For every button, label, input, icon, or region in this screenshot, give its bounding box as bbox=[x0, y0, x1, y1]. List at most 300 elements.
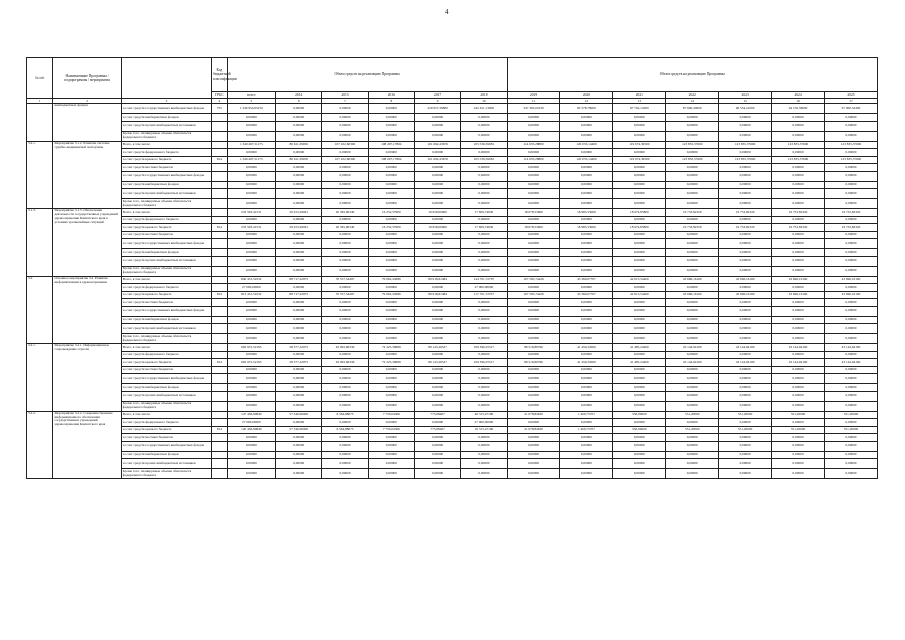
amount-cell: 70 557,54497 bbox=[322, 291, 368, 299]
amount-cell: 0,00000 bbox=[227, 391, 276, 401]
amount-cell: 0,00000 bbox=[227, 441, 276, 451]
amount-cell: 0,00000 bbox=[322, 149, 368, 157]
amount-cell: 18 985,33000 bbox=[560, 224, 613, 232]
amount-cell: 0,00000 bbox=[276, 114, 322, 122]
amount-cell: 0,00000 bbox=[560, 131, 613, 141]
amount-cell: 0,00000 bbox=[825, 266, 878, 276]
amount-cell: 120 436,99849 bbox=[227, 426, 276, 434]
amount-cell: 229 657,39800 bbox=[414, 104, 460, 114]
amount-cell: 551,20000 bbox=[772, 411, 825, 419]
amount-cell: 0,00000 bbox=[461, 121, 507, 131]
row-number: 3.1.3. bbox=[27, 209, 53, 277]
amount-cell: 0,00000 bbox=[322, 114, 368, 122]
header-col-number: 8 bbox=[368, 99, 414, 104]
amount-cell: 0,00000 bbox=[368, 199, 414, 209]
amount-cell: 0,00000 bbox=[719, 249, 772, 257]
amount-cell: 0,00000 bbox=[666, 149, 719, 157]
row-program-name: Основное мероприятие 3.2. Развитие информатизации в здравоохранении bbox=[53, 276, 121, 344]
amount-cell: 0,00000 bbox=[322, 306, 368, 316]
amount-cell: 0,00000 bbox=[825, 451, 878, 459]
amount-cell: 0,00000 bbox=[414, 266, 460, 276]
amount-cell: 87 690,20000 bbox=[666, 104, 719, 114]
row-number bbox=[27, 104, 53, 142]
row-funding-source: за счет средств федерального бюджета bbox=[121, 216, 211, 224]
header-year: 2014 bbox=[276, 92, 322, 99]
amount-cell: 0,00000 bbox=[368, 459, 414, 469]
row-grbs-code bbox=[212, 344, 227, 352]
amount-cell: 0,00000 bbox=[719, 401, 772, 411]
amount-cell: 0,00000 bbox=[461, 334, 507, 344]
amount-cell: 0,00000 bbox=[560, 181, 613, 189]
amount-cell: 551,20000 bbox=[825, 411, 878, 419]
amount-cell: 551,20000 bbox=[666, 426, 719, 434]
amount-cell: 0,00000 bbox=[825, 199, 878, 209]
row-grbs-code bbox=[212, 149, 227, 157]
amount-cell: 0,00000 bbox=[461, 114, 507, 122]
amount-cell: 19 733,82320 bbox=[825, 224, 878, 232]
amount-cell: 16 252,37900 bbox=[368, 224, 414, 232]
amount-cell: 27 000,00000 bbox=[227, 419, 276, 427]
row-grbs-code bbox=[212, 209, 227, 217]
header-col-number: 10 bbox=[461, 99, 507, 104]
row-funding-source: Кроме того, планируемые объемы обязательств федерального бюджета bbox=[121, 131, 211, 141]
table-row bbox=[27, 374, 878, 384]
amount-cell: 57 340,00000 bbox=[276, 411, 322, 419]
amount-cell: 27 000,00000 bbox=[461, 419, 507, 427]
amount-cell: 88 717,22975 bbox=[276, 291, 322, 299]
table-row bbox=[27, 164, 878, 172]
amount-cell: 0,00000 bbox=[560, 366, 613, 374]
amount-cell: 0,00000 bbox=[227, 266, 276, 276]
amount-cell: 0,00000 bbox=[666, 334, 719, 344]
amount-cell: 0,00000 bbox=[461, 131, 507, 141]
amount-cell: 0,00000 bbox=[414, 149, 460, 157]
amount-cell: 0,00000 bbox=[322, 231, 368, 239]
amount-cell: 0,00000 bbox=[613, 131, 666, 141]
table-row bbox=[27, 199, 878, 209]
amount-cell: 0,00000 bbox=[461, 451, 507, 459]
amount-cell: 0,00000 bbox=[276, 199, 322, 209]
amount-cell: 0,00000 bbox=[507, 149, 560, 157]
amount-cell: 0,00000 bbox=[613, 306, 666, 316]
amount-cell: 0,00000 bbox=[613, 299, 666, 307]
amount-cell: 0,00000 bbox=[772, 216, 825, 224]
row-grbs-code bbox=[212, 419, 227, 427]
amount-cell: 7 750,04366 bbox=[368, 426, 414, 434]
amount-cell: 0,00000 bbox=[772, 299, 825, 307]
amount-cell: 29 253,29061 bbox=[276, 209, 322, 217]
amount-cell: 0,00000 bbox=[613, 316, 666, 324]
amount-cell: 0,00000 bbox=[368, 366, 414, 374]
table-row bbox=[27, 266, 878, 276]
amount-cell: 0,00000 bbox=[414, 181, 460, 189]
header-col-number: 7 bbox=[322, 99, 368, 104]
amount-cell: 0,00000 bbox=[507, 164, 560, 172]
amount-cell: 0,00000 bbox=[322, 199, 368, 209]
amount-cell: 0,00000 bbox=[414, 401, 460, 411]
amount-cell: 0,00000 bbox=[507, 114, 560, 122]
row-funding-source: Кроме того, планируемые объемы обязательств федерального бюджета bbox=[121, 469, 211, 479]
amount-cell: 0,00000 bbox=[414, 306, 460, 316]
amount-cell: 0,00000 bbox=[276, 391, 322, 401]
amount-cell: 0,00000 bbox=[825, 384, 878, 392]
amount-cell: 0,00000 bbox=[276, 231, 322, 239]
amount-cell: 0,00000 bbox=[227, 249, 276, 257]
amount-cell: 87 702,12000 bbox=[613, 104, 666, 114]
row-grbs-code bbox=[212, 299, 227, 307]
amount-cell: 0,00000 bbox=[322, 391, 368, 401]
amount-cell: 0,00000 bbox=[772, 374, 825, 384]
amount-cell: 46 315,47190 bbox=[461, 411, 507, 419]
amount-cell: 0,00000 bbox=[461, 469, 507, 479]
amount-cell: 0,00000 bbox=[414, 351, 460, 359]
row-funding-source: за счет средств местных бюджетов bbox=[121, 366, 211, 374]
amount-cell: 41 459,32000 bbox=[560, 344, 613, 352]
amount-cell: 0,00000 bbox=[560, 451, 613, 459]
amount-cell: 0,00000 bbox=[719, 384, 772, 392]
amount-cell: 0,00000 bbox=[772, 384, 825, 392]
amount-cell: 0,00000 bbox=[613, 284, 666, 292]
amount-cell: 0,00000 bbox=[507, 366, 560, 374]
header-col-number: 1 bbox=[27, 99, 53, 104]
row-funding-source: за счет средств местных бюджетов bbox=[121, 164, 211, 172]
amount-cell: 0,00000 bbox=[368, 114, 414, 122]
amount-cell: 0,00000 bbox=[507, 334, 560, 344]
amount-cell: 0,00000 bbox=[414, 121, 460, 131]
amount-cell: 242 611,13000 bbox=[461, 104, 507, 114]
row-program-name: внебюджетных фондов bbox=[53, 104, 121, 142]
amount-cell: 0,00000 bbox=[613, 334, 666, 344]
amount-cell: 0,00000 bbox=[322, 249, 368, 257]
row-grbs-code bbox=[212, 266, 227, 276]
amount-cell: 0,00000 bbox=[368, 324, 414, 334]
amount-cell: 79 062,45686 bbox=[368, 291, 414, 299]
table-row bbox=[27, 391, 878, 401]
header-col-number: 16 bbox=[772, 99, 825, 104]
amount-cell: 101 692,43676 bbox=[414, 141, 460, 149]
amount-cell: 0,00000 bbox=[825, 351, 878, 359]
amount-cell: 0,00000 bbox=[507, 374, 560, 384]
amount-cell: 551,20000 bbox=[719, 426, 772, 434]
amount-cell: 90 534,21000 bbox=[719, 104, 772, 114]
amount-cell: 0,00000 bbox=[560, 384, 613, 392]
amount-cell: 0,00000 bbox=[461, 366, 507, 374]
row-funding-source: за счет средств прочих внебюджетных источников bbox=[121, 189, 211, 199]
row-funding-source: за счет средств федерального бюджета bbox=[121, 419, 211, 427]
header-grbs: ГРБС bbox=[212, 92, 227, 99]
amount-cell: 123 835,37600 bbox=[666, 141, 719, 149]
amount-cell: 0,00000 bbox=[666, 451, 719, 459]
amount-cell: 0,00000 bbox=[719, 324, 772, 334]
amount-cell: 0,00000 bbox=[719, 306, 772, 316]
row-grbs-code: 814 bbox=[212, 426, 227, 434]
amount-cell: 0,00000 bbox=[666, 299, 719, 307]
amount-cell: 20 365,90340 bbox=[322, 209, 368, 217]
amount-cell: 0,00000 bbox=[276, 374, 322, 384]
row-grbs-code bbox=[212, 391, 227, 401]
header-future-group: Объем средств на реализацию Программы bbox=[507, 58, 877, 92]
amount-cell: 0,00000 bbox=[461, 459, 507, 469]
row-grbs-code bbox=[212, 216, 227, 224]
table-row bbox=[27, 284, 878, 292]
amount-cell: 0,00000 bbox=[613, 351, 666, 359]
amount-cell: 0,00000 bbox=[414, 366, 460, 374]
amount-cell: 0,00000 bbox=[772, 171, 825, 181]
amount-cell: 0,00000 bbox=[368, 231, 414, 239]
amount-cell: 0,00000 bbox=[613, 419, 666, 427]
amount-cell: 0,00000 bbox=[772, 181, 825, 189]
amount-cell: 0,00000 bbox=[368, 434, 414, 442]
amount-cell: 0,00000 bbox=[276, 299, 322, 307]
amount-cell: 107 452,60300 bbox=[322, 141, 368, 149]
amount-cell: 147 436,99849 bbox=[227, 411, 276, 419]
table-row bbox=[27, 324, 878, 334]
table-row bbox=[27, 426, 878, 434]
amount-cell: 0,00000 bbox=[613, 441, 666, 451]
row-grbs-code: 814 bbox=[212, 291, 227, 299]
amount-cell: 19 658,00000 bbox=[414, 209, 460, 217]
amount-cell: 0,00000 bbox=[825, 249, 878, 257]
amount-cell: 0,00000 bbox=[227, 231, 276, 239]
amount-cell: 775,08467 bbox=[414, 426, 460, 434]
amount-cell: 0,00000 bbox=[322, 171, 368, 181]
amount-cell: 0,00000 bbox=[825, 401, 878, 411]
amount-cell: 0,00000 bbox=[666, 114, 719, 122]
amount-cell: 0,00000 bbox=[719, 351, 772, 359]
amount-cell: 0,00000 bbox=[507, 324, 560, 334]
header-col-number: 2 bbox=[53, 99, 121, 104]
row-grbs-code bbox=[212, 316, 227, 324]
row-funding-source: за счет средств местных бюджетов bbox=[121, 299, 211, 307]
table-row bbox=[27, 216, 878, 224]
amount-cell: 43 696,16160 bbox=[719, 291, 772, 299]
amount-cell: 0,00000 bbox=[461, 306, 507, 316]
amount-cell: 0,00000 bbox=[461, 384, 507, 392]
amount-cell: 0,00000 bbox=[613, 324, 666, 334]
amount-cell: 0,00000 bbox=[507, 181, 560, 189]
amount-cell: 0,00000 bbox=[368, 391, 414, 401]
amount-cell: 0,00000 bbox=[825, 231, 878, 239]
row-grbs-code bbox=[212, 171, 227, 181]
amount-cell: 0,00000 bbox=[560, 216, 613, 224]
table-row bbox=[27, 181, 878, 189]
amount-cell: 0,00000 bbox=[227, 189, 276, 199]
amount-cell: 0,00000 bbox=[507, 316, 560, 324]
amount-cell: 0,00000 bbox=[560, 459, 613, 469]
amount-cell: 0,00000 bbox=[825, 284, 878, 292]
header-col-number: 9 bbox=[414, 99, 460, 104]
amount-cell: 0,00000 bbox=[276, 441, 322, 451]
row-grbs-code bbox=[212, 256, 227, 266]
amount-cell: 0,00000 bbox=[368, 284, 414, 292]
amount-cell: 108 297,17804 bbox=[368, 156, 414, 164]
row-funding-source: за счет средств государственных внебюджетных фондов bbox=[121, 171, 211, 181]
amount-cell: 0,00000 bbox=[276, 324, 322, 334]
amount-cell: 0,00000 bbox=[613, 266, 666, 276]
amount-cell: 0,00000 bbox=[368, 316, 414, 324]
amount-cell: 0,00000 bbox=[507, 391, 560, 401]
amount-cell: 0,00000 bbox=[461, 299, 507, 307]
amount-cell: 0,00000 bbox=[227, 366, 276, 374]
amount-cell: 0,00000 bbox=[507, 351, 560, 359]
amount-cell: 551,20000 bbox=[719, 411, 772, 419]
amount-cell: 0,00000 bbox=[414, 131, 460, 141]
amount-cell: 0,00000 bbox=[772, 459, 825, 469]
amount-cell: 41 459,32000 bbox=[560, 359, 613, 367]
amount-cell: 0,00000 bbox=[461, 401, 507, 411]
amount-cell: 0,00000 bbox=[368, 469, 414, 479]
amount-cell: 347 395,02230 bbox=[507, 104, 560, 114]
row-funding-source: за счет средств федерального бюджета bbox=[121, 149, 211, 157]
amount-cell: 0,00000 bbox=[613, 391, 666, 401]
amount-cell: 70 557,54497 bbox=[322, 276, 368, 284]
amount-cell: 0,00000 bbox=[276, 181, 322, 189]
row-grbs-code bbox=[212, 164, 227, 172]
amount-cell: 0,00000 bbox=[507, 121, 560, 131]
amount-cell: 43 696,16160 bbox=[666, 276, 719, 284]
row-grbs-code bbox=[212, 141, 227, 149]
amount-cell: 0,00000 bbox=[276, 384, 322, 392]
amount-cell: 0,00000 bbox=[276, 334, 322, 344]
amount-cell: 0,00000 bbox=[666, 374, 719, 384]
amount-cell: 0,00000 bbox=[666, 391, 719, 401]
row-number: 3.2.1. bbox=[27, 344, 53, 412]
amount-cell: 0,00000 bbox=[461, 266, 507, 276]
amount-cell: 0,00000 bbox=[772, 451, 825, 459]
amount-cell: 0,00000 bbox=[560, 401, 613, 411]
amount-cell: 0,00000 bbox=[772, 316, 825, 324]
amount-cell: 0,00000 bbox=[825, 256, 878, 266]
amount-cell: 0,00000 bbox=[276, 266, 322, 276]
amount-cell: 0,00000 bbox=[322, 351, 368, 359]
row-grbs-code bbox=[212, 276, 227, 284]
table-row bbox=[27, 299, 878, 307]
amount-cell: 0,00000 bbox=[507, 299, 560, 307]
amount-cell: 0,00000 bbox=[461, 324, 507, 334]
table-body bbox=[27, 104, 878, 479]
amount-cell: 551,20000 bbox=[772, 426, 825, 434]
amount-cell: 0,00000 bbox=[719, 299, 772, 307]
amount-cell: 0,00000 bbox=[414, 419, 460, 427]
amount-cell: 19 733,82320 bbox=[666, 224, 719, 232]
amount-cell: 43 144,94160 bbox=[772, 344, 825, 352]
amount-cell: 0,00000 bbox=[368, 374, 414, 384]
amount-cell: 21 078,84630 bbox=[507, 411, 560, 419]
amount-cell: 0,00000 bbox=[368, 171, 414, 181]
row-funding-source: Кроме того, планируемые объемы обязательств федерального бюджета bbox=[121, 266, 211, 276]
amount-cell: 0,00000 bbox=[560, 316, 613, 324]
row-grbs-code bbox=[212, 374, 227, 384]
row-grbs-code bbox=[212, 284, 227, 292]
amount-cell: 0,00000 bbox=[666, 171, 719, 181]
amount-cell: 43 696,16160 bbox=[772, 291, 825, 299]
row-funding-source: за счет средств внебюджетных фондов bbox=[121, 114, 211, 122]
table-row bbox=[27, 344, 878, 352]
amount-cell: 0,00000 bbox=[461, 239, 507, 249]
amount-cell: 813 431,52232 bbox=[227, 291, 276, 299]
amount-cell: 1 400,75707 bbox=[560, 411, 613, 419]
amount-cell: 0,00000 bbox=[507, 189, 560, 199]
amount-cell: 0,00000 bbox=[719, 451, 772, 459]
row-funding-source: за счет средств федерального бюджета bbox=[121, 284, 211, 292]
header-year: 2021 bbox=[613, 92, 666, 99]
amount-cell: 0,00000 bbox=[719, 231, 772, 239]
amount-cell: 18 974,83800 bbox=[613, 209, 666, 217]
table-row bbox=[27, 334, 878, 344]
table-row bbox=[27, 121, 878, 131]
amount-cell: 0,00000 bbox=[772, 189, 825, 199]
amount-cell: 0,00000 bbox=[560, 266, 613, 276]
amount-cell: 0,00000 bbox=[461, 149, 507, 157]
amount-cell: 0,00000 bbox=[461, 351, 507, 359]
amount-cell: 0,00000 bbox=[368, 441, 414, 451]
amount-cell: 0,00000 bbox=[368, 216, 414, 224]
amount-cell: 0,00000 bbox=[368, 384, 414, 392]
amount-cell: 0,00000 bbox=[666, 284, 719, 292]
amount-cell: 89 918,61484 bbox=[414, 291, 460, 299]
amount-cell: 43 144,94160 bbox=[719, 359, 772, 367]
amount-cell: 0,00000 bbox=[368, 266, 414, 276]
header-past-group: Объем средств на реализацию Программы bbox=[227, 58, 507, 92]
amount-cell: 88 717,22975 bbox=[276, 276, 322, 284]
amount-cell: 109 396,25517 bbox=[461, 344, 507, 352]
amount-cell: 0,00000 bbox=[719, 334, 772, 344]
amount-cell: 43 144,94160 bbox=[666, 359, 719, 367]
amount-cell: 79 062,45686 bbox=[368, 276, 414, 284]
amount-cell: 0,00000 bbox=[825, 216, 878, 224]
amount-cell: 0,00000 bbox=[772, 334, 825, 344]
amount-cell: 775,08467 bbox=[414, 411, 460, 419]
amount-cell: 0,00000 bbox=[560, 164, 613, 172]
amount-cell: 42 015,54400 bbox=[613, 276, 666, 284]
amount-cell: 0,00000 bbox=[227, 459, 276, 469]
row-grbs-code bbox=[212, 249, 227, 257]
amount-cell: 0,00000 bbox=[368, 121, 414, 131]
header-code: Код бюджетной классификации bbox=[212, 58, 227, 92]
amount-cell: 0,00000 bbox=[560, 351, 613, 359]
amount-cell: 0,00000 bbox=[461, 171, 507, 181]
row-grbs-code bbox=[212, 306, 227, 316]
amount-cell: 0,00000 bbox=[368, 299, 414, 307]
table-row bbox=[27, 131, 878, 141]
amount-cell: 0,00000 bbox=[666, 164, 719, 172]
amount-cell: 17 859,74630 bbox=[461, 209, 507, 217]
amount-cell: 123 835,37600 bbox=[825, 141, 878, 149]
amount-cell: 123 835,37600 bbox=[772, 156, 825, 164]
amount-cell: 0,00000 bbox=[772, 441, 825, 451]
amount-cell: 94 150,58000 bbox=[772, 104, 825, 114]
amount-cell: 0,00000 bbox=[719, 181, 772, 189]
amount-cell: 43 360,07707 bbox=[560, 276, 613, 284]
amount-cell: 530,00000 bbox=[613, 426, 666, 434]
header-col-number: 6 bbox=[276, 99, 322, 104]
row-grbs-code bbox=[212, 469, 227, 479]
amount-cell: 0,00000 bbox=[322, 374, 368, 384]
amount-cell: 0,00000 bbox=[227, 256, 276, 266]
amount-cell: 0,00000 bbox=[276, 249, 322, 257]
amount-cell: 0,00000 bbox=[560, 171, 613, 181]
amount-cell: 0,00000 bbox=[719, 199, 772, 209]
amount-cell: 0,00000 bbox=[322, 266, 368, 276]
amount-cell: 0,00000 bbox=[461, 256, 507, 266]
amount-cell: 0,00000 bbox=[772, 469, 825, 479]
amount-cell: 0,00000 bbox=[507, 284, 560, 292]
amount-cell: 0,00000 bbox=[825, 164, 878, 172]
row-grbs-code bbox=[212, 239, 227, 249]
amount-cell: 0,00000 bbox=[560, 239, 613, 249]
amount-cell: 0,00000 bbox=[461, 164, 507, 172]
amount-cell: 0,00000 bbox=[507, 306, 560, 316]
